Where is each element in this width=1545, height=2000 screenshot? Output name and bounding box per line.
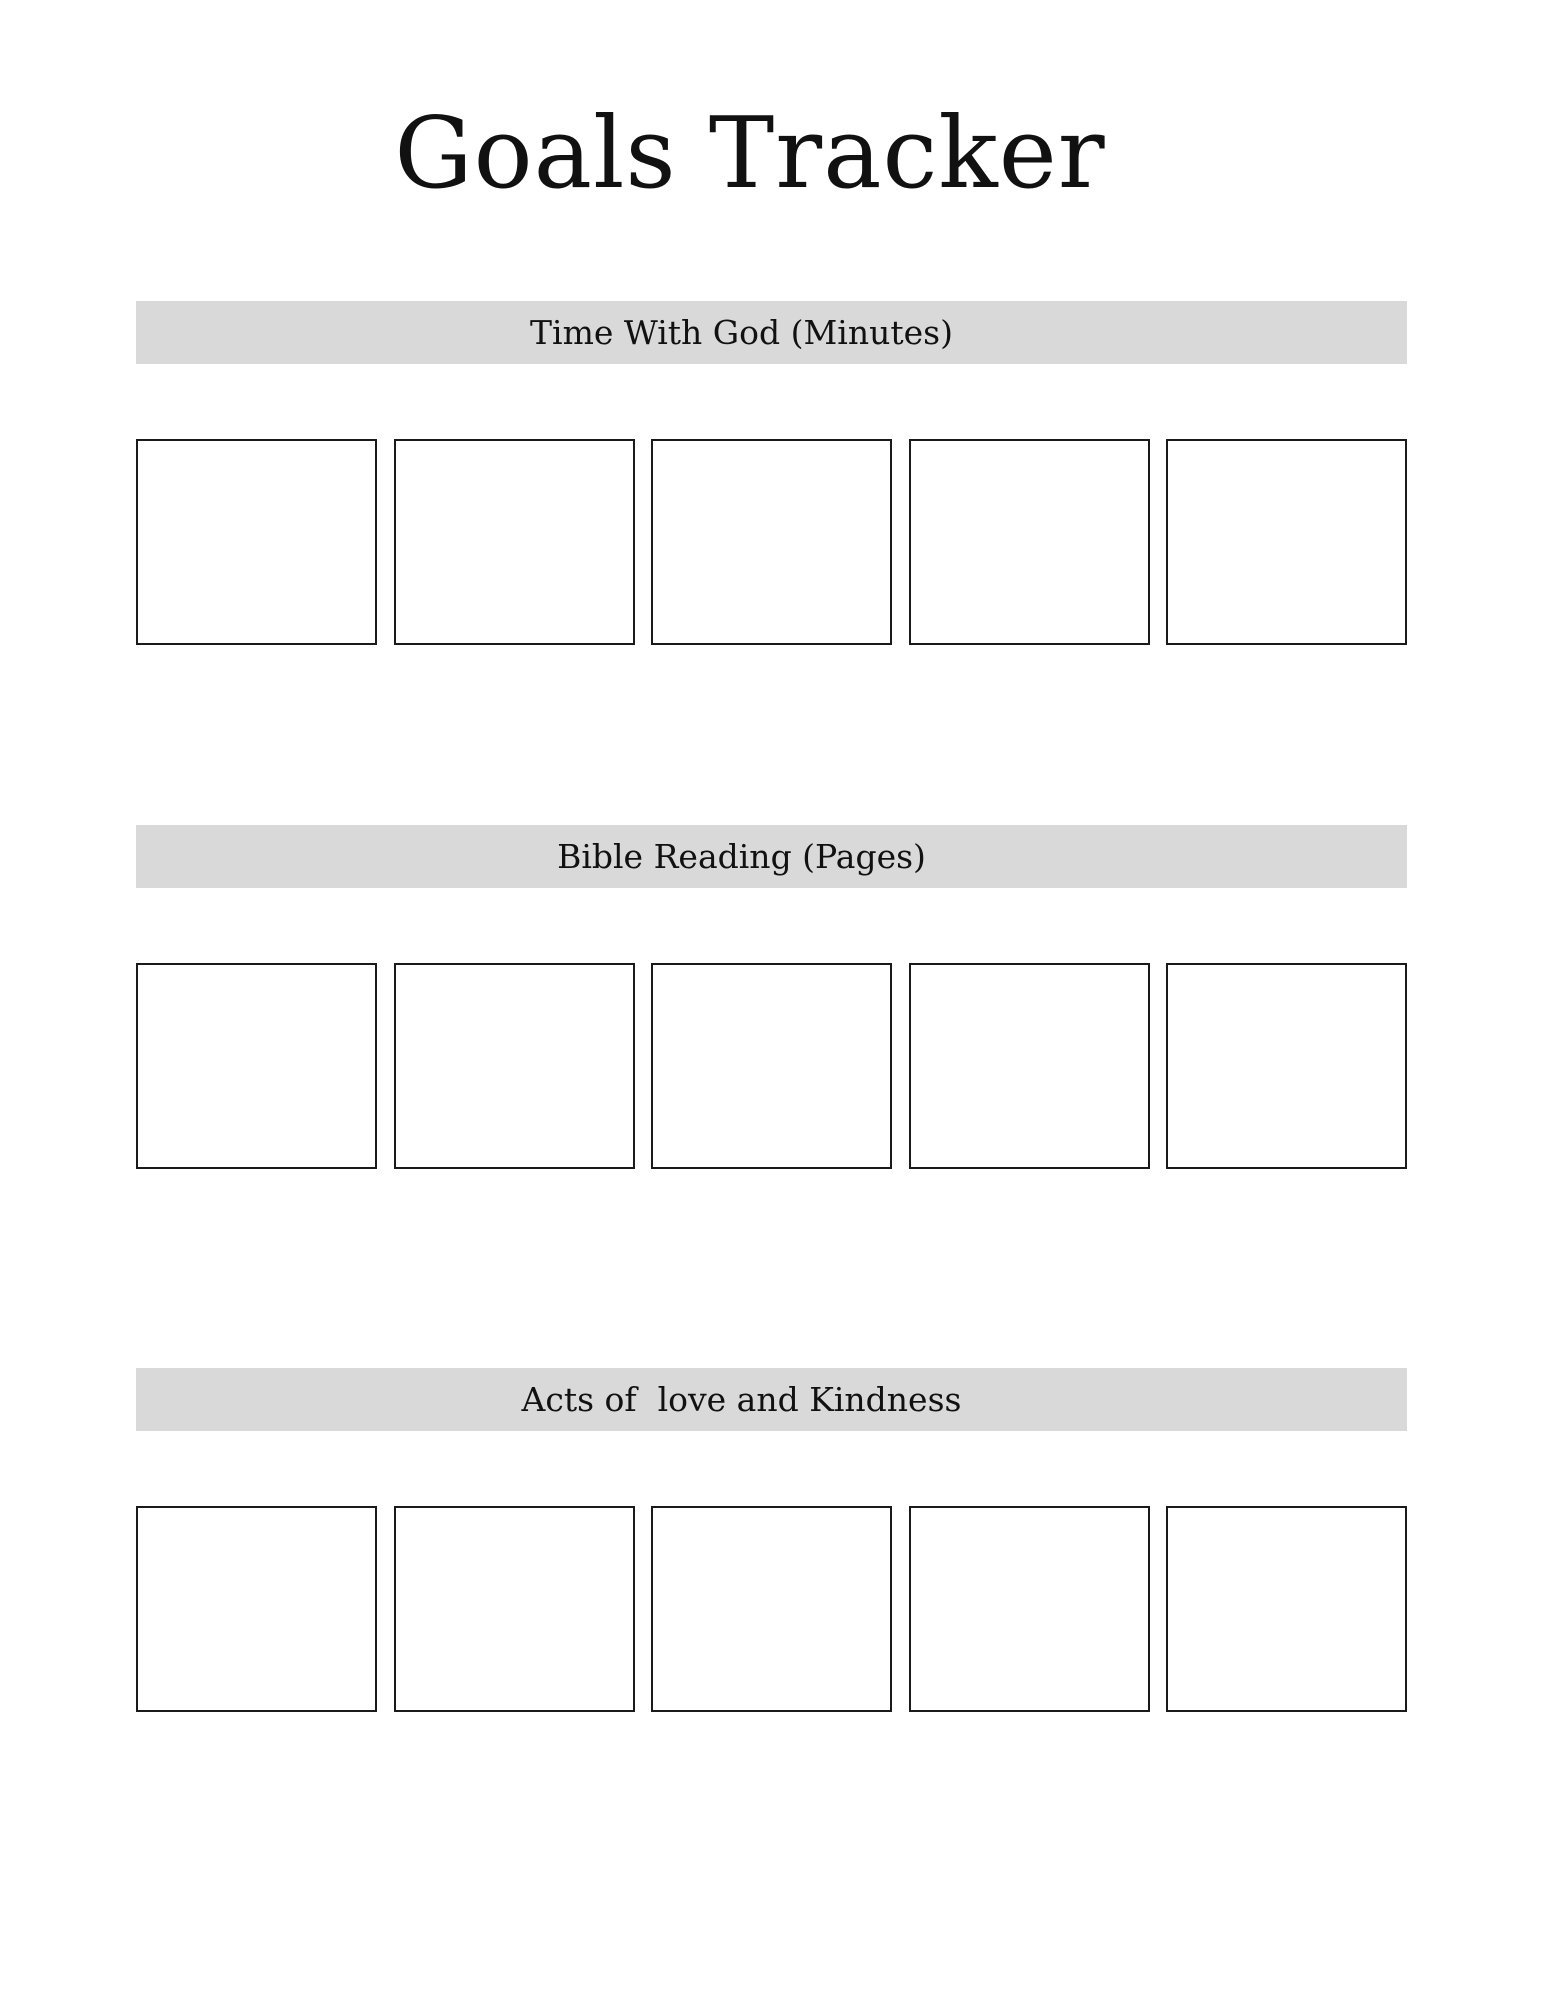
- tracker-row-time-with-god: [136, 439, 1407, 647]
- tracker-box[interactable]: [651, 1506, 892, 1712]
- section-header-acts-of-love: [136, 1368, 1407, 1431]
- tracker-box[interactable]: [651, 963, 892, 1169]
- section-header-bible-reading: [136, 825, 1407, 888]
- tracker-box[interactable]: [909, 1506, 1150, 1712]
- tracker-box[interactable]: [394, 963, 635, 1169]
- tracker-box[interactable]: [909, 963, 1150, 1169]
- tracker-box[interactable]: [1166, 439, 1407, 645]
- section-label: Acts of love and Kindness: [521, 1380, 962, 1419]
- tracker-row-bible-reading: [136, 963, 1407, 1171]
- section-header-time-with-god: [136, 301, 1407, 364]
- tracker-box[interactable]: [651, 439, 892, 645]
- tracker-box[interactable]: [1166, 1506, 1407, 1712]
- page-title: Goals Tracker: [394, 97, 1106, 211]
- tracker-box[interactable]: [394, 439, 635, 645]
- tracker-box[interactable]: [394, 1506, 635, 1712]
- section-label: Bible Reading (Pages): [557, 837, 926, 876]
- tracker-box[interactable]: [136, 1506, 377, 1712]
- tracker-box[interactable]: [1166, 963, 1407, 1169]
- tracker-box[interactable]: [136, 963, 377, 1169]
- section-label: Time With God (Minutes): [530, 313, 953, 352]
- tracker-box[interactable]: [136, 439, 377, 645]
- tracker-box[interactable]: [909, 439, 1150, 645]
- tracker-row-acts-of-love: [136, 1506, 1407, 1714]
